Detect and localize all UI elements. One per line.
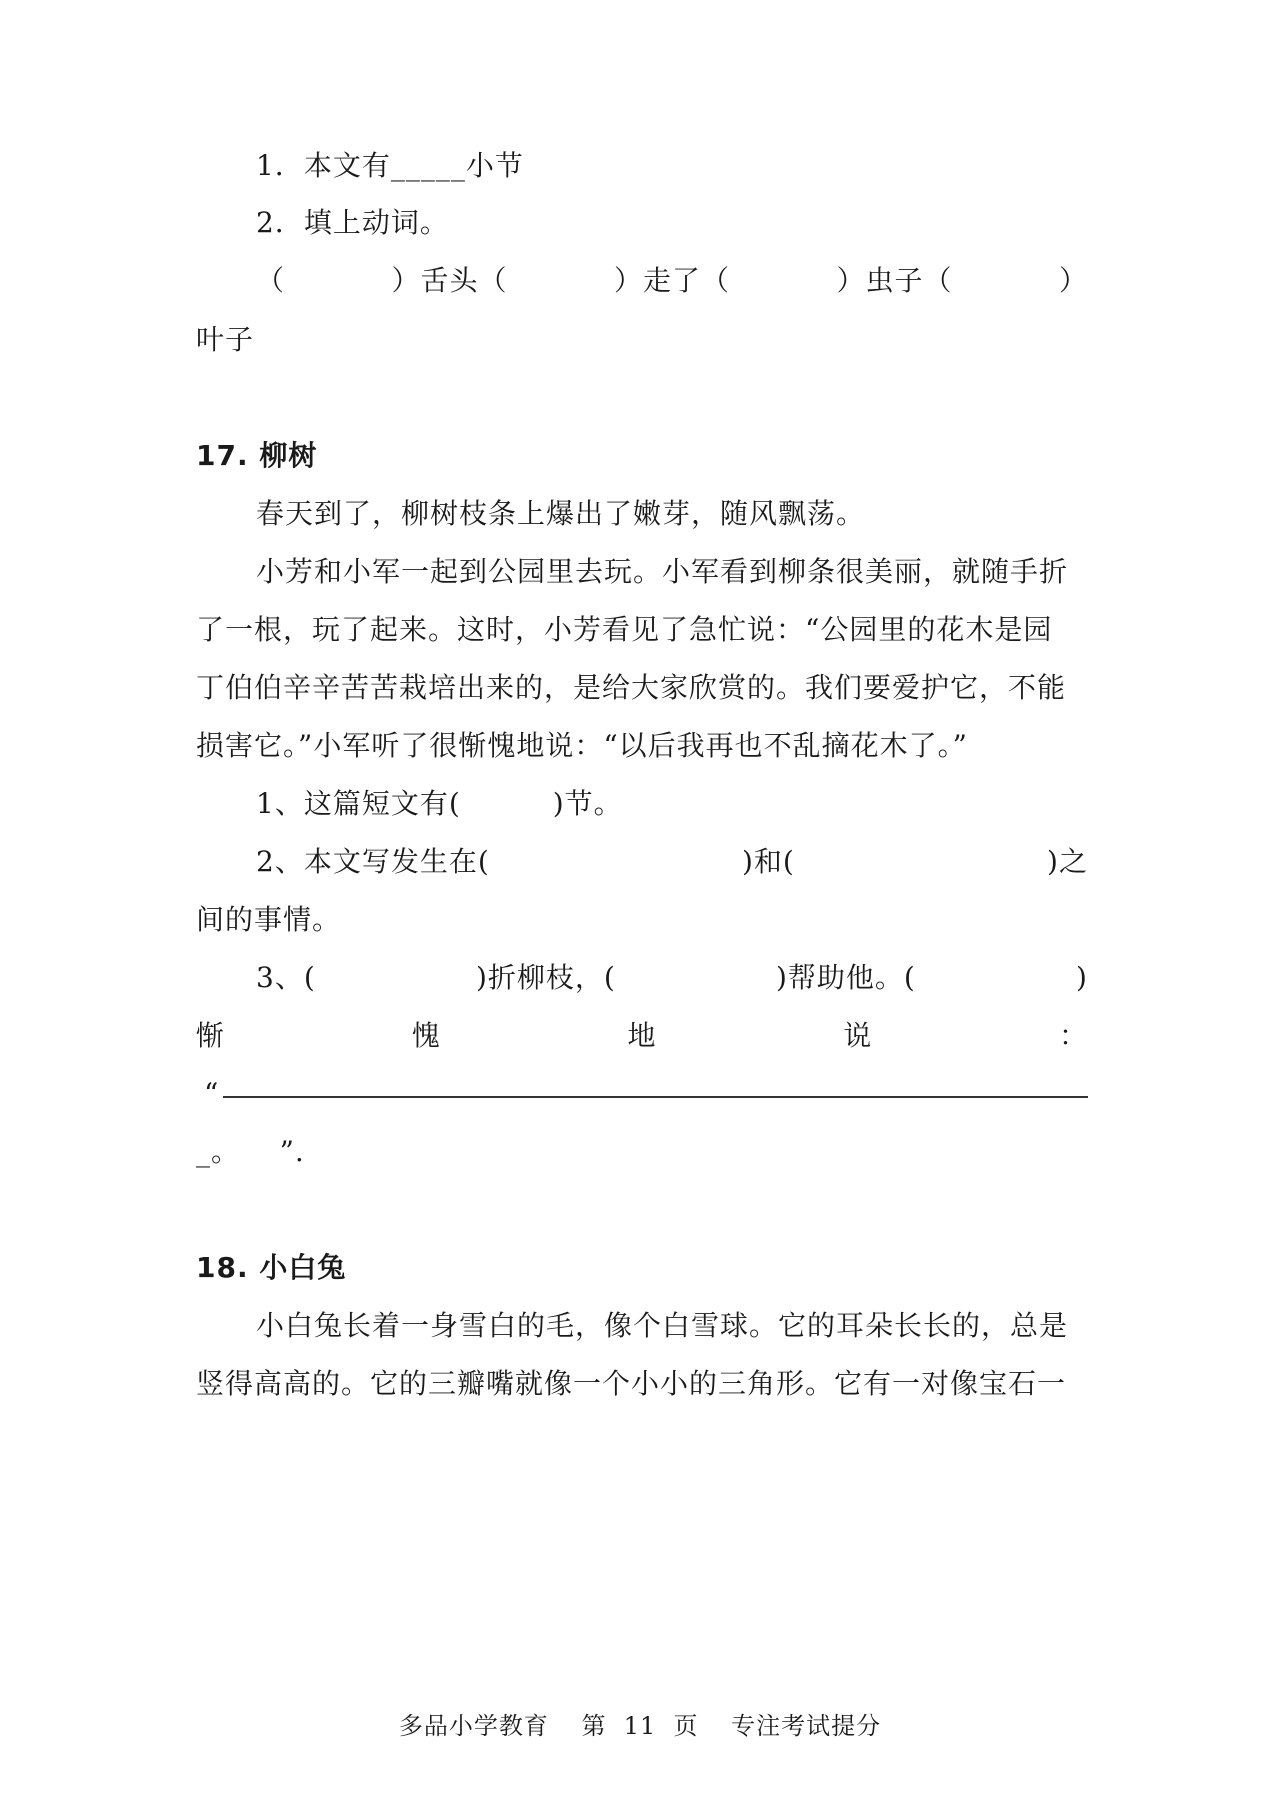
footer-org: 多品小学教育: [398, 1712, 549, 1740]
paragraph-line: 损害它。”小军听了很惭愧地说：“以后我再也不乱摘花木了。”: [196, 729, 968, 762]
paragraph-line: 小白兔长着一身雪白的毛，像个白雪球。它的耳朵长长的，总是: [256, 1309, 1069, 1342]
question-between-tail: 间的事情。: [196, 903, 342, 936]
answer-blank: _____: [390, 149, 466, 182]
footer-page-number: 第 11 页: [581, 1712, 699, 1740]
answer-rule: [223, 1096, 1088, 1098]
page-footer: [0, 1706, 1280, 1746]
verb-fill-row: [256, 261, 1088, 301]
paragraph-line: 了一根，玩了起来。这时，小芳看见了急忙说：“公园里的花木是园: [196, 613, 1053, 646]
question-fill-verbs: 2．填上动词。: [256, 206, 449, 239]
question-who-spread: 惭 愧 地 说 ：: [196, 1019, 1088, 1052]
paragraph: 春天到了，柳树枝条上爆出了嫩芽，随风飘荡。: [256, 497, 866, 530]
question-paragraph-count: 1、这篇短文有( )节。: [256, 787, 623, 820]
fill-item: ）虫子（: [836, 264, 953, 297]
fill-item: ）: [1058, 264, 1088, 297]
answer-line: “: [196, 1074, 1088, 1114]
footer-slogan: 专注考试提分: [731, 1712, 882, 1740]
fill-item: ）舌头（: [391, 264, 508, 297]
section-title-17: 17. 柳树: [196, 439, 318, 472]
fill-tail: 叶子: [196, 323, 255, 356]
paragraph-line: 小芳和小军一起到公园里去玩。小军看到柳条很美丽，就随手折: [256, 555, 1069, 588]
question-section-count: 1．本文有_____小节: [256, 149, 524, 182]
question-between: 2、本文写发生在( )和( )之: [256, 845, 1088, 878]
question-who: 3、( )折柳枝，( )帮助他。( ): [256, 961, 1088, 994]
paragraph-line: 丁伯伯辛辛苦苦栽培出来的，是给大家欣赏的。我们要爱护它，不能: [196, 671, 1067, 704]
paragraph-line: 竖得高高的。它的三瓣嘴就像一个小小的三角形。它有一对像宝石一: [196, 1367, 1067, 1400]
answer-line-end: _。 ”.: [196, 1135, 305, 1168]
fill-item: ）走了（: [613, 264, 730, 297]
fill-item: （: [256, 264, 286, 297]
section-title-18: 18. 小白兔: [196, 1251, 347, 1284]
